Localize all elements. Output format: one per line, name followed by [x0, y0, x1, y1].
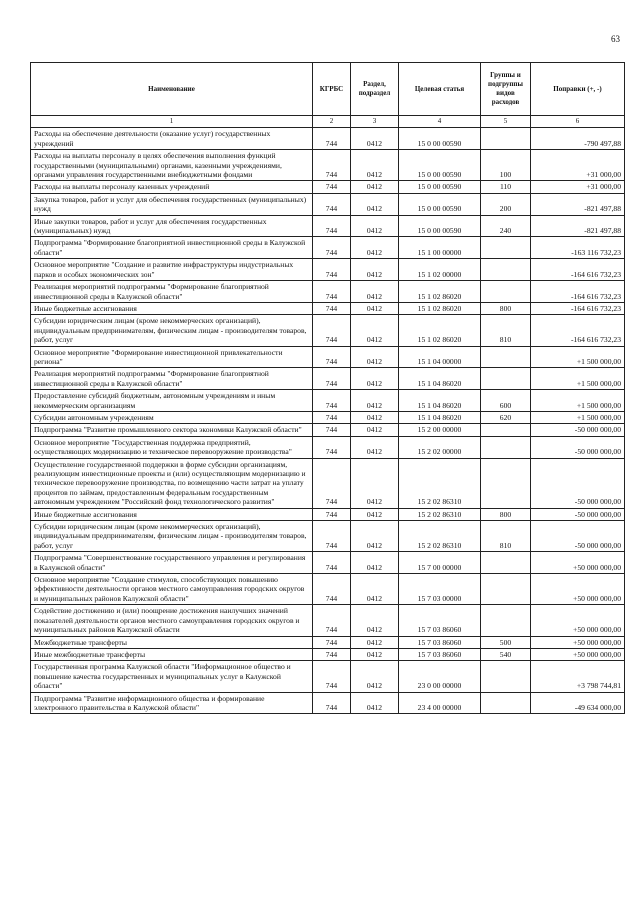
- row-amount: +50 000 000,00: [531, 605, 625, 636]
- row-group: [481, 259, 531, 281]
- column-index: 5: [481, 116, 531, 128]
- row-krbs: 744: [313, 215, 351, 237]
- table-row: [31, 237, 625, 259]
- table-row: [31, 521, 625, 552]
- row-group: 100: [481, 150, 531, 181]
- row-krbs: 744: [313, 411, 351, 423]
- row-section: 0412: [351, 193, 399, 215]
- row-group: 810: [481, 315, 531, 346]
- row-group: 800: [481, 508, 531, 520]
- row-amount: +31 000,00: [531, 150, 625, 181]
- row-group: 540: [481, 648, 531, 660]
- table-body: [31, 128, 625, 714]
- row-krbs: 744: [313, 150, 351, 181]
- table-row: [31, 411, 625, 423]
- row-krbs: 744: [313, 193, 351, 215]
- row-amount: -790 497,88: [531, 128, 625, 150]
- row-name: Основное мероприятие "Создание стимулов, способствующих повышению эффективности деятельности органов местного самоуправления городских округов и муниципальных районов Калужской области": [31, 574, 313, 605]
- row-group: [481, 436, 531, 458]
- row-target: 15 0 00 00590: [399, 193, 481, 215]
- row-krbs: 744: [313, 574, 351, 605]
- row-group: [481, 574, 531, 605]
- row-group: [481, 692, 531, 714]
- row-target: 15 0 00 00590: [399, 150, 481, 181]
- row-target: 15 1 02 86020: [399, 315, 481, 346]
- row-section: 0412: [351, 552, 399, 574]
- row-amount: -164 616 732,23: [531, 302, 625, 314]
- column-index: 4: [399, 116, 481, 128]
- row-amount: -163 116 732,23: [531, 237, 625, 259]
- row-section: 0412: [351, 390, 399, 412]
- row-name: Расходы на обеспечение деятельности (оказание услуг) государственных учреждений: [31, 128, 313, 150]
- row-krbs: 744: [313, 648, 351, 660]
- row-krbs: 744: [313, 281, 351, 303]
- table-row: [31, 636, 625, 648]
- row-group: [481, 368, 531, 390]
- row-name: Иные бюджетные ассигнования: [31, 302, 313, 314]
- row-group: 500: [481, 636, 531, 648]
- row-name: Иные закупки товаров, работ и услуг для обеспечения государственных (муниципальных) нужд: [31, 215, 313, 237]
- row-name: Основное мероприятие "Создание и развитие инфраструктуры индустриальных парков и особых экономических зон": [31, 259, 313, 281]
- row-target: 15 1 00 00000: [399, 237, 481, 259]
- header-section: Раздел, подраздел: [351, 63, 399, 116]
- row-amount: -821 497,88: [531, 215, 625, 237]
- row-krbs: 744: [313, 458, 351, 508]
- row-krbs: 744: [313, 636, 351, 648]
- table-row: [31, 552, 625, 574]
- row-name: Расходы на выплаты персоналу в целях обеспечения выполнения функций государственными (муниципальными) органами, казенными учреждениями, органами управления государственными внебюджетными фондами: [31, 150, 313, 181]
- row-section: 0412: [351, 181, 399, 193]
- header-name: Наименование: [31, 63, 313, 116]
- row-target: 15 7 03 86060: [399, 605, 481, 636]
- row-name: Подпрограмма "Развитие информационного общества и формирование электронного правительства в Калужской области": [31, 692, 313, 714]
- row-amount: +1 500 000,00: [531, 411, 625, 423]
- table-row: [31, 605, 625, 636]
- row-name: Закупка товаров, работ и услуг для обеспечения государственных (муниципальных) нужд: [31, 193, 313, 215]
- row-amount: +1 500 000,00: [531, 368, 625, 390]
- row-amount: +50 000 000,00: [531, 574, 625, 605]
- row-amount: -164 616 732,23: [531, 315, 625, 346]
- budget-table: [30, 62, 625, 714]
- row-group: [481, 281, 531, 303]
- row-name: Подпрограмма "Развитие промышленного сектора экономики Калужской области": [31, 424, 313, 436]
- row-target: 15 7 03 86060: [399, 636, 481, 648]
- row-target: 15 2 02 86310: [399, 508, 481, 520]
- row-section: 0412: [351, 411, 399, 423]
- row-section: 0412: [351, 424, 399, 436]
- row-section: 0412: [351, 128, 399, 150]
- row-amount: +50 000 000,00: [531, 636, 625, 648]
- row-target: 15 1 04 86020: [399, 390, 481, 412]
- table-row: [31, 648, 625, 660]
- header-amendment: Поправки (+, -): [531, 63, 625, 116]
- row-name: Подпрограмма "Формирование благоприятной инвестиционной среды в Калужской области": [31, 237, 313, 259]
- row-target: 15 7 00 00000: [399, 552, 481, 574]
- row-amount: -50 000 000,00: [531, 436, 625, 458]
- table-row: [31, 368, 625, 390]
- column-index: 1: [31, 116, 313, 128]
- row-group: [481, 237, 531, 259]
- row-name: Субсидии автономным учреждениям: [31, 411, 313, 423]
- row-amount: +1 500 000,00: [531, 390, 625, 412]
- table-row: [31, 259, 625, 281]
- row-group: [481, 346, 531, 368]
- row-amount: -49 634 000,00: [531, 692, 625, 714]
- row-group: 800: [481, 302, 531, 314]
- row-target: 15 1 02 00000: [399, 259, 481, 281]
- column-index: 2: [313, 116, 351, 128]
- column-index: 6: [531, 116, 625, 128]
- row-krbs: 744: [313, 661, 351, 692]
- row-krbs: 744: [313, 521, 351, 552]
- row-krbs: 744: [313, 424, 351, 436]
- row-target: 15 1 02 86020: [399, 281, 481, 303]
- row-section: 0412: [351, 648, 399, 660]
- row-target: 15 1 04 86020: [399, 411, 481, 423]
- row-amount: -50 000 000,00: [531, 508, 625, 520]
- row-name: Основное мероприятие "Формирование инвестиционной привлекательности региона": [31, 346, 313, 368]
- page-number: 63: [611, 34, 620, 44]
- row-name: Подпрограмма "Совершенствование государственного управления и регулирования в Калужской области": [31, 552, 313, 574]
- row-name: Субсидии юридическим лицам (кроме некоммерческих организаций), индивидуальным предпринимателям, физическим лицам - производителям товаров, работ, услуг: [31, 315, 313, 346]
- row-section: 0412: [351, 692, 399, 714]
- row-name: Расходы на выплаты персоналу казенных учреждений: [31, 181, 313, 193]
- row-krbs: 744: [313, 181, 351, 193]
- table-row: [31, 692, 625, 714]
- table-header-row: [31, 63, 625, 116]
- row-section: 0412: [351, 259, 399, 281]
- row-section: 0412: [351, 215, 399, 237]
- header-krbs: КГРБС: [313, 63, 351, 116]
- column-index-row: [31, 116, 625, 128]
- row-section: 0412: [351, 281, 399, 303]
- row-name: Межбюджетные трансферты: [31, 636, 313, 648]
- row-section: 0412: [351, 315, 399, 346]
- row-krbs: 744: [313, 368, 351, 390]
- row-section: 0412: [351, 150, 399, 181]
- row-section: 0412: [351, 436, 399, 458]
- row-amount: +31 000,00: [531, 181, 625, 193]
- table-row: [31, 424, 625, 436]
- row-group: [481, 605, 531, 636]
- row-amount: +50 000 000,00: [531, 552, 625, 574]
- row-section: 0412: [351, 521, 399, 552]
- row-krbs: 744: [313, 128, 351, 150]
- column-index: 3: [351, 116, 399, 128]
- row-krbs: 744: [313, 259, 351, 281]
- row-group: [481, 552, 531, 574]
- row-amount: +1 500 000,00: [531, 346, 625, 368]
- row-group: 620: [481, 411, 531, 423]
- row-group: 200: [481, 193, 531, 215]
- row-name: Реализация мероприятий подпрограммы "Формирование благоприятной инвестиционной среды в Калужской области": [31, 281, 313, 303]
- table-row: [31, 128, 625, 150]
- row-name: Иные бюджетные ассигнования: [31, 508, 313, 520]
- row-group: 240: [481, 215, 531, 237]
- row-group: 600: [481, 390, 531, 412]
- row-amount: -50 000 000,00: [531, 424, 625, 436]
- table-row: [31, 302, 625, 314]
- row-target: 15 2 02 86310: [399, 521, 481, 552]
- row-amount: -164 616 732,23: [531, 259, 625, 281]
- row-target: 23 4 00 00000: [399, 692, 481, 714]
- table-row: [31, 574, 625, 605]
- row-target: 15 0 00 00590: [399, 215, 481, 237]
- row-amount: -50 000 000,00: [531, 458, 625, 508]
- table-row: [31, 346, 625, 368]
- table-row: [31, 436, 625, 458]
- table-row: [31, 315, 625, 346]
- row-amount: -164 616 732,23: [531, 281, 625, 303]
- row-amount: +50 000 000,00: [531, 648, 625, 660]
- row-section: 0412: [351, 458, 399, 508]
- row-section: 0412: [351, 636, 399, 648]
- row-krbs: 744: [313, 508, 351, 520]
- row-section: 0412: [351, 661, 399, 692]
- row-section: 0412: [351, 346, 399, 368]
- row-section: 0412: [351, 508, 399, 520]
- row-section: 0412: [351, 302, 399, 314]
- row-target: 15 7 03 00000: [399, 574, 481, 605]
- row-amount: -821 497,88: [531, 193, 625, 215]
- row-name: Основное мероприятие "Государственная поддержка предприятий, осуществляющих модернизацию и техническое перевооружение производства": [31, 436, 313, 458]
- row-target: 15 0 00 00590: [399, 181, 481, 193]
- row-name: Реализация мероприятий подпрограммы "Формирование благоприятной инвестиционной среды в Калужской области": [31, 368, 313, 390]
- row-section: 0412: [351, 605, 399, 636]
- row-group: [481, 661, 531, 692]
- row-group: [481, 458, 531, 508]
- row-name: Иные межбюджетные трансферты: [31, 648, 313, 660]
- row-target: 15 1 04 86020: [399, 368, 481, 390]
- header-groups: Группы и подгруппы видов расходов: [481, 63, 531, 116]
- row-krbs: 744: [313, 302, 351, 314]
- header-target: Целевая статья: [399, 63, 481, 116]
- table-row: [31, 281, 625, 303]
- row-krbs: 744: [313, 346, 351, 368]
- table-row: [31, 150, 625, 181]
- row-target: 15 7 03 86060: [399, 648, 481, 660]
- row-target: 23 0 00 00000: [399, 661, 481, 692]
- row-section: 0412: [351, 237, 399, 259]
- row-amount: -50 000 000,00: [531, 521, 625, 552]
- row-krbs: 744: [313, 605, 351, 636]
- row-krbs: 744: [313, 692, 351, 714]
- row-group: [481, 424, 531, 436]
- row-krbs: 744: [313, 552, 351, 574]
- row-name: Осуществление государственной поддержки в форме субсидии организациям, реализующим инвестиционные проекты и (или) осуществляющим модернизацию и техническое перевооружение производства, по возмещению части затрат на уплату процентов по займам, предоставленным федеральным государственным автономным учреждением "Российский фонд технологического развития": [31, 458, 313, 508]
- row-krbs: 744: [313, 237, 351, 259]
- row-target: 15 1 04 00000: [399, 346, 481, 368]
- table-row: [31, 193, 625, 215]
- row-group: 110: [481, 181, 531, 193]
- row-target: 15 2 02 86310: [399, 458, 481, 508]
- row-target: 15 2 02 00000: [399, 436, 481, 458]
- row-name: Содействие достижению и (или) поощрение достижения наилучших значений показателей деятельности органов местного самоуправления городских округов и муниципальных районов Калужской области: [31, 605, 313, 636]
- row-krbs: 744: [313, 390, 351, 412]
- row-amount: +3 798 744,81: [531, 661, 625, 692]
- row-name: Предоставление субсидий бюджетным, автономным учреждениям и иным некоммерческим организациям: [31, 390, 313, 412]
- row-group: [481, 128, 531, 150]
- table-row: [31, 508, 625, 520]
- row-target: 15 0 00 00590: [399, 128, 481, 150]
- row-target: 15 2 00 00000: [399, 424, 481, 436]
- row-group: 810: [481, 521, 531, 552]
- row-section: 0412: [351, 368, 399, 390]
- table-row: [31, 215, 625, 237]
- table-row: [31, 390, 625, 412]
- row-krbs: 744: [313, 436, 351, 458]
- row-name: Субсидии юридическим лицам (кроме некоммерческих организаций), индивидуальным предпринимателям, физическим лицам - производителям товаров, работ, услуг: [31, 521, 313, 552]
- row-name: Государственная программа Калужской области "Информационное общество и повышение качества государственных и муниципальных услуг в Калужской области": [31, 661, 313, 692]
- row-krbs: 744: [313, 315, 351, 346]
- row-section: 0412: [351, 574, 399, 605]
- table-row: [31, 458, 625, 508]
- row-target: 15 1 02 86020: [399, 302, 481, 314]
- table-row: [31, 661, 625, 692]
- table-row: [31, 181, 625, 193]
